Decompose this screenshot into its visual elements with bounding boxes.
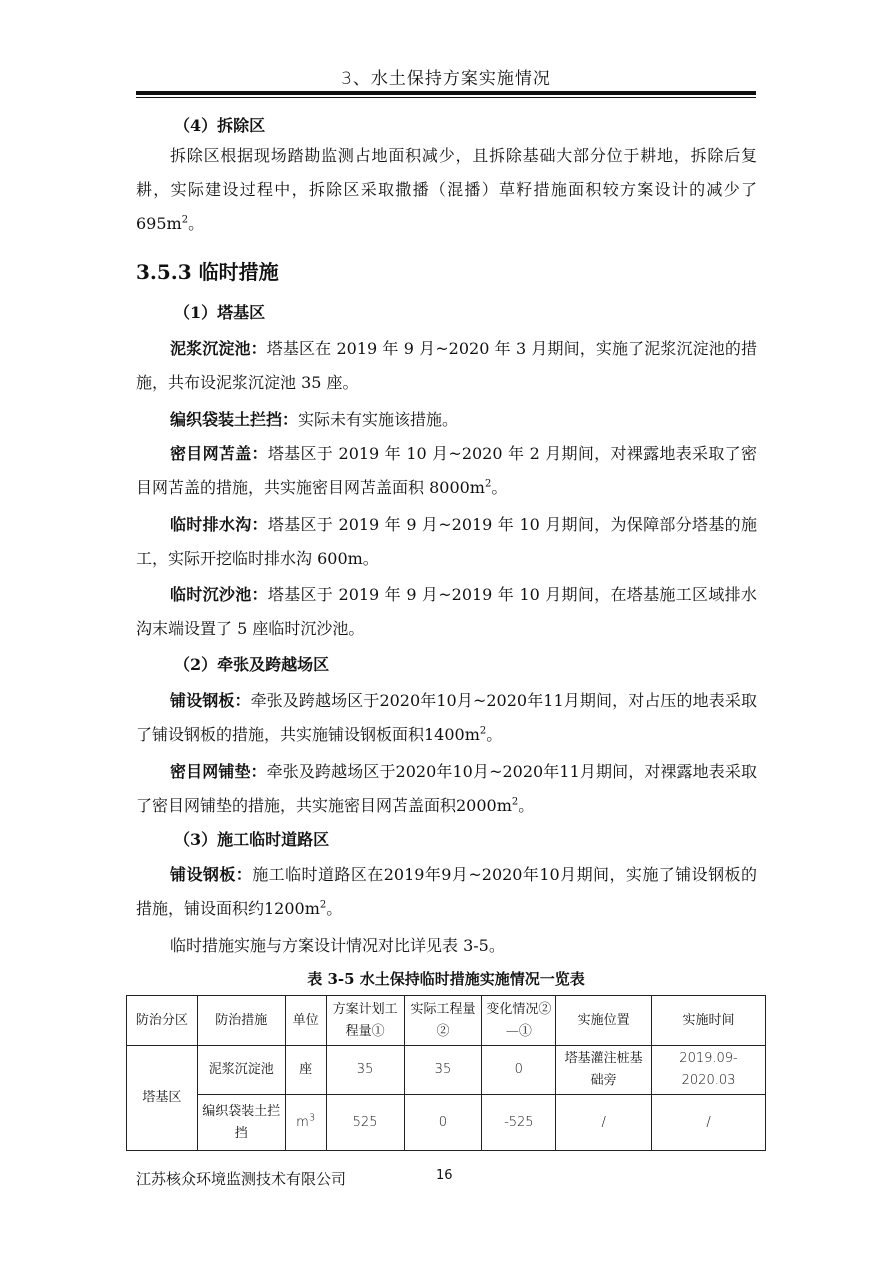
- tower-item-text: 塔基区于 2019 年 9 月~2019 年 10 月期间，在塔基施工区域排水沟末端设置了 5 座临时沉沙池。: [136, 585, 757, 638]
- tension-item-paragraph: [136, 755, 757, 823]
- tension-item-text: 牵张及跨越场区于2020年10月~2020年11月期间，对裸露地表采取了密目网铺垫的措施，共实施密目网苫盖面积2000m: [136, 762, 757, 815]
- tower-item-sup: 2: [484, 478, 492, 490]
- header-planned: 方案计划工程量①: [326, 996, 404, 1046]
- change-cell: -525: [482, 1095, 556, 1151]
- time-cell: /: [652, 1095, 766, 1151]
- tension-heading: （2）牵张及跨越场区: [174, 655, 330, 674]
- tower-item-text: 塔基区于 2019 年 9 月~2019 年 10 月期间，为保障部分塔基的施工，实际开挖临时排水沟 600m。: [136, 515, 757, 568]
- road-heading: （3）施工临时道路区: [174, 830, 330, 849]
- tower-item-paragraph: [136, 578, 757, 646]
- actual-cell: 35: [404, 1046, 482, 1095]
- tension-item-paragraph: [136, 684, 757, 752]
- tower-item-lead: 泥浆沉淀池：: [170, 339, 267, 358]
- table-caption: 表 3-5 水土保持临时措施实施情况一览表: [307, 970, 585, 988]
- tower-item-text: 塔基区于 2019 年 10 月~2020 年 2 月期间，对裸露地表采取了密目网苫盖的措施，共实施密目网苫盖面积 8000m: [136, 444, 757, 497]
- actual-cell: 0: [404, 1095, 482, 1151]
- page-header-title: 3、水土保持方案实施情况: [341, 69, 551, 89]
- road-item-lead: 铺设钢板：: [170, 865, 253, 884]
- measures-table: [126, 995, 766, 1151]
- tower-item-paragraph: [136, 403, 757, 437]
- summary-paragraph: 临时措施实施与方案设计情况对比详见表 3-5。: [170, 936, 505, 955]
- header-actual: 实际工程量②: [404, 996, 482, 1046]
- unit-text: 座: [299, 1062, 313, 1077]
- table-row: [127, 1095, 766, 1151]
- tension-item-sup: 2: [479, 725, 487, 737]
- planned-cell: 35: [326, 1046, 404, 1095]
- demolition-heading: （4）拆除区: [174, 116, 266, 135]
- table-row: [127, 1046, 766, 1095]
- header-measure: 防治措施: [197, 996, 285, 1046]
- tower-item-paragraph: [136, 508, 757, 576]
- footer-page-number: 16: [436, 1168, 453, 1183]
- tower-item-paragraph: [136, 437, 757, 505]
- demolition-tail: 。: [188, 214, 205, 233]
- tension-item-sup: 2: [511, 796, 519, 808]
- location-cell: 塔基灌注桩基础旁: [556, 1046, 652, 1095]
- demolition-paragraph: [136, 139, 757, 241]
- demolition-body: 拆除区根据现场踏勘监测占地面积减少，且拆除基础大部分位于耕地，拆除后复耕，实际建设过程中，拆除区采取撒播（混播）草籽措施面积较方案设计的减少了 695m: [136, 146, 757, 233]
- header-unit: 单位: [285, 996, 326, 1046]
- tower-item-tail: 。: [491, 478, 508, 497]
- unit-cell: [285, 1095, 326, 1151]
- tension-item-tail: 。: [518, 796, 535, 815]
- road-item-text: 施工临时道路区在2019年9月~2020年10月期间，实施了铺设钢板的措施，铺设面积约1200m: [136, 865, 757, 918]
- tower-item-text: 塔基区在 2019 年 9 月~2020 年 3 月期间，实施了泥浆沉淀池的措施，共布设泥浆沉淀池 35 座。: [136, 339, 757, 392]
- header-rule-thin: [136, 97, 756, 98]
- tension-item-lead: 密目网铺垫：: [170, 762, 267, 781]
- zone-cell: 塔基区: [127, 1046, 198, 1151]
- unit-text: m: [296, 1114, 309, 1130]
- tension-item-tail: 。: [486, 725, 503, 744]
- header-time: 实施时间: [652, 996, 766, 1046]
- tower-item-lead: 密目网苫盖：: [170, 444, 268, 463]
- tower-item-paragraph: [136, 332, 757, 400]
- road-item-sup: 2: [319, 899, 327, 911]
- measure-cell: 编织袋装土拦挡: [197, 1095, 285, 1151]
- tower-item-lead: 临时沉沙池：: [170, 585, 268, 604]
- road-item-paragraph: [136, 858, 757, 926]
- unit-cell: [285, 1046, 326, 1095]
- header-rule-thick: [136, 91, 756, 95]
- demolition-sup: 2: [181, 214, 189, 226]
- section-heading: 3.5.3 临时措施: [136, 260, 279, 284]
- table-header-row: [127, 996, 766, 1046]
- tower-item-text: 实际未有实施该措施。: [298, 410, 459, 429]
- tower-heading: （1）塔基区: [174, 303, 266, 322]
- measure-cell: 泥浆沉淀池: [197, 1046, 285, 1095]
- planned-cell: 525: [326, 1095, 404, 1151]
- header-change: 变化情况②—①: [482, 996, 556, 1046]
- tower-item-lead: 编织袋装土拦挡：: [170, 410, 299, 429]
- time-cell: 2019.09-2020.03: [652, 1046, 766, 1095]
- footer-company: 江苏核众环境监测技术有限公司: [136, 1170, 347, 1188]
- tension-item-lead: 铺设钢板：: [170, 691, 251, 710]
- header-location: 实施位置: [556, 996, 652, 1046]
- tension-item-text: 牵张及跨越场区于2020年10月~2020年11月期间，对占压的地表采取了铺设钢板的措施，共实施铺设钢板面积1400m: [136, 691, 757, 744]
- header-zone: 防治分区: [127, 996, 198, 1046]
- location-cell: /: [556, 1095, 652, 1151]
- road-item-tail: 。: [326, 899, 343, 918]
- unit-sup: 3: [308, 1112, 316, 1124]
- tower-item-lead: 临时排水沟：: [170, 515, 268, 534]
- change-cell: 0: [482, 1046, 556, 1095]
